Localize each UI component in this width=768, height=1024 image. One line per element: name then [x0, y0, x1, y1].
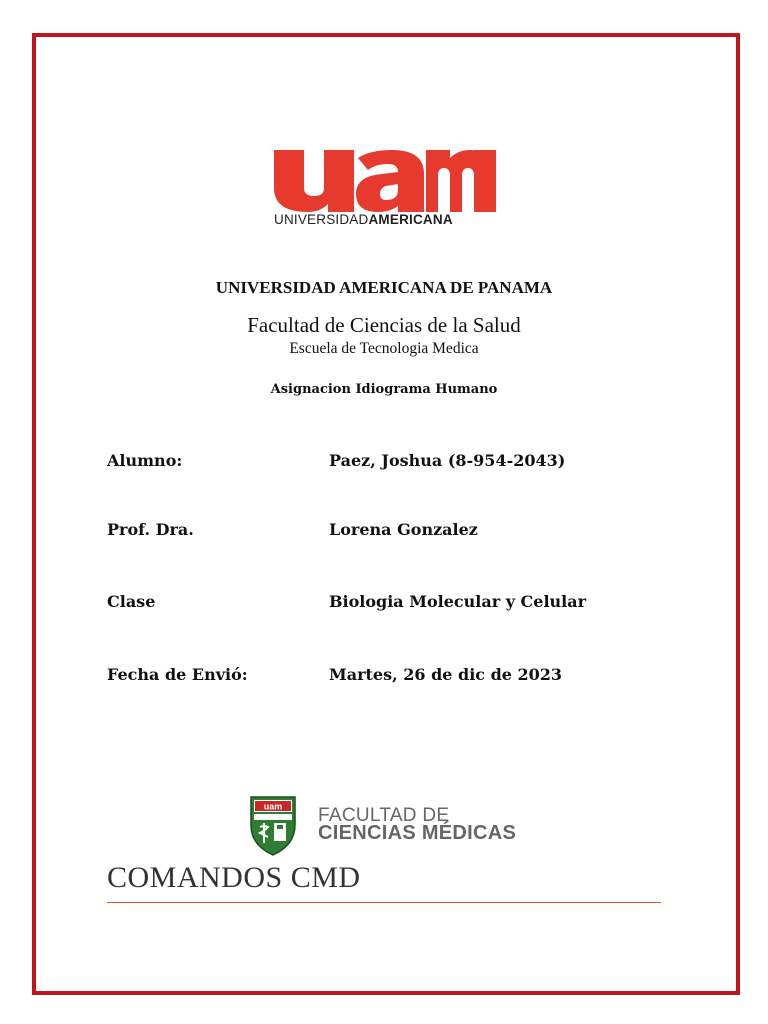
- title-underline: [107, 902, 661, 903]
- uam-logo-subtitle: UNIVERSIDADAMERICANA: [274, 212, 453, 227]
- detail-label: Fecha de Envió:: [107, 665, 248, 684]
- svg-text:uam: uam: [263, 801, 283, 812]
- assignment-title: Asignacion Idiograma Humano: [270, 382, 498, 397]
- detail-value: Lorena Gonzalez: [329, 520, 478, 539]
- detail-label: Prof. Dra.: [107, 520, 194, 539]
- uam-logo: [274, 150, 496, 232]
- faculty-name: Facultad de Ciencias de la Salud: [247, 313, 521, 337]
- detail-row-student: [107, 451, 667, 475]
- detail-value: Paez, Joshua (8-954-2043): [329, 451, 566, 470]
- uam-wordmark-icon: [274, 150, 496, 212]
- detail-value: Biologia Molecular y Celular: [329, 592, 587, 611]
- detail-value: Martes, 26 de dic de 2023: [329, 665, 563, 684]
- detail-row-date: [107, 665, 667, 689]
- university-name: UNIVERSIDAD AMERICANA DE PANAMA: [215, 278, 553, 297]
- shield-icon: [248, 795, 298, 857]
- faculty-logo-line2: CIENCIAS MÉDICAS: [318, 822, 517, 844]
- school-name: Escuela de Tecnologia Medica: [289, 340, 479, 357]
- detail-label: Alumno:: [107, 451, 183, 470]
- document-title: COMANDOS CMD: [107, 861, 361, 894]
- detail-row-professor: [107, 520, 667, 544]
- detail-label: Clase: [107, 592, 156, 611]
- faculty-medical-logo: [248, 795, 538, 857]
- detail-row-class: [107, 592, 667, 616]
- faculty-logo-line1: FACULTAD DE: [318, 805, 450, 826]
